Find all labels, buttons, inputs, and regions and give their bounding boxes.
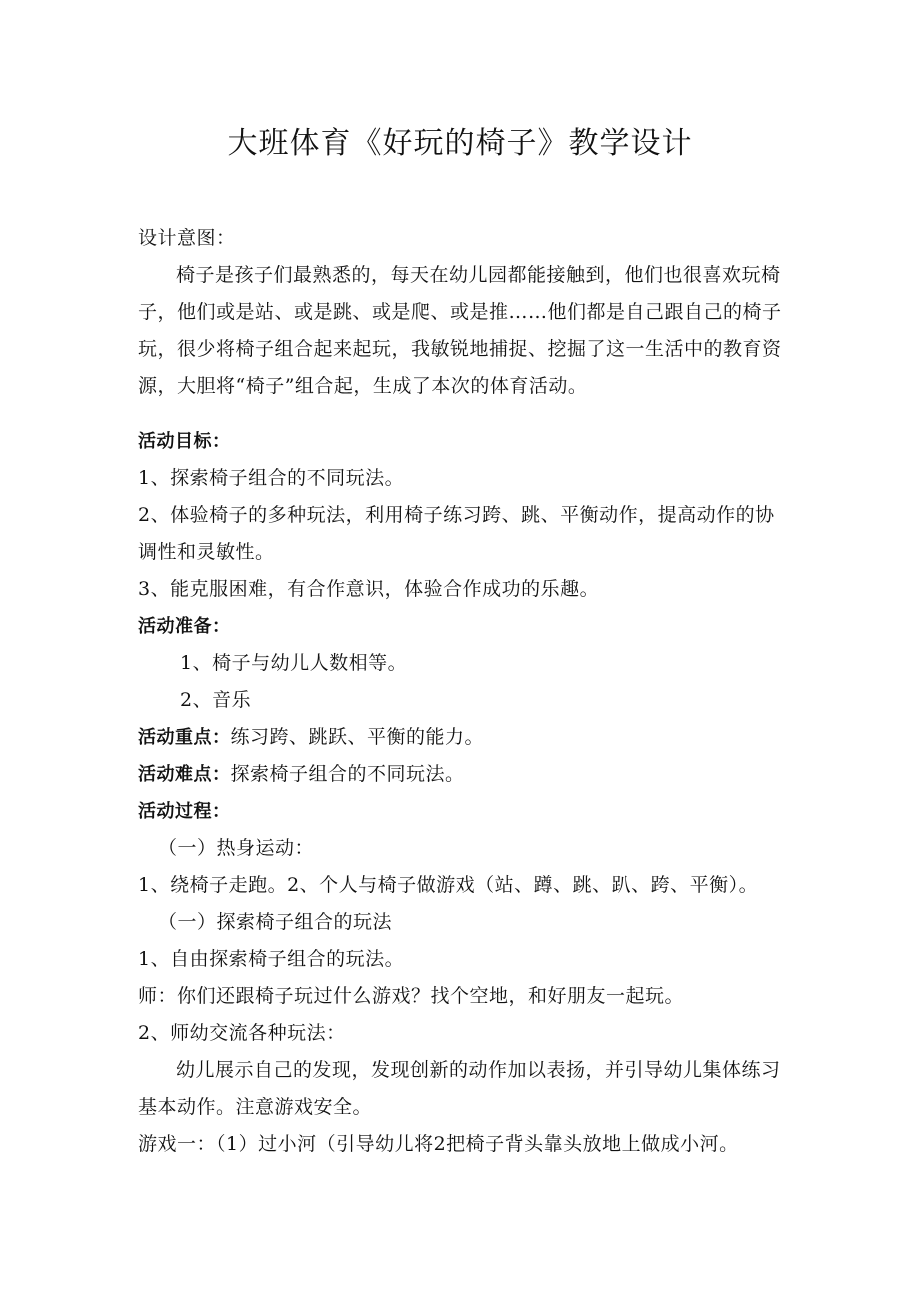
key-point-line bbox=[138, 719, 788, 756]
difficulty-label: 活动难点： bbox=[138, 764, 231, 785]
key-point-label: 活动重点： bbox=[138, 727, 231, 748]
goals-heading: 活动目标： bbox=[138, 431, 231, 452]
prep-item: 1、椅子与幼儿人数相等。 bbox=[180, 652, 408, 674]
difficulty-line bbox=[138, 756, 788, 793]
document-body bbox=[138, 220, 788, 1163]
process-heading: 活动过程： bbox=[138, 801, 231, 822]
design-intent-heading: 设计意图： bbox=[138, 227, 236, 249]
process-game1: 游戏一：（1）过小河（引导幼儿将2把椅子背头靠头放地上做成小河。 bbox=[138, 1133, 739, 1155]
difficulty-text: 探索椅子组合的不同玩法。 bbox=[230, 763, 465, 785]
goal-item: 3、能克服困难，有合作意识，体验合作成功的乐趣。 bbox=[138, 578, 600, 600]
design-intent-paragraph: 椅子是孩子们最熟悉的，每天在幼儿园都能接触到，他们也很喜欢玩椅子，他们或是站、或是跳、或是爬、或是推……他们都是自己跟自己的椅子玩，很少将椅子组合起来起玩，我敏锐地捕捉、挖掘了这一生活中的教育资源，大胆将“椅子”组合起，生成了本次的体育活动。 bbox=[138, 264, 782, 397]
document-title: 大班体育《好玩的椅子》教学设计 bbox=[227, 126, 693, 161]
key-point-text: 练习跨、跳跃、平衡的能力。 bbox=[230, 726, 485, 748]
process-step1: 1、自由探索椅子组合的玩法。 bbox=[138, 948, 405, 970]
process-step2-paragraph: 幼儿展示自己的发现，发现创新的动作加以表扬，并引导幼儿集体练习基本动作。注意游戏安全。 bbox=[138, 1059, 781, 1118]
goal-item: 1、探索椅子组合的不同玩法。 bbox=[138, 467, 405, 489]
prep-item: 2、音乐 bbox=[180, 689, 252, 711]
process-section2-heading: （一）探索椅子组合的玩法 bbox=[158, 911, 393, 933]
prep-heading: 活动准备： bbox=[138, 616, 231, 637]
process-step2: 2、师幼交流各种玩法： bbox=[138, 1022, 346, 1044]
goal-item: 2、体验椅子的多种玩法，利用椅子练习跨、跳、平衡动作，提高动作的协调性和灵敏性。 bbox=[138, 504, 775, 563]
process-teacher-line: 师：你们还跟椅子玩过什么游戏？找个空地，和好朋友一起玩。 bbox=[138, 985, 685, 1007]
process-section1-heading: （一）热身运动： bbox=[158, 837, 315, 859]
process-section1-text: 1、绕椅子走跑。2、个人与椅子做游戏（站、蹲、跳、趴、跨、平衡）。 bbox=[138, 874, 759, 896]
